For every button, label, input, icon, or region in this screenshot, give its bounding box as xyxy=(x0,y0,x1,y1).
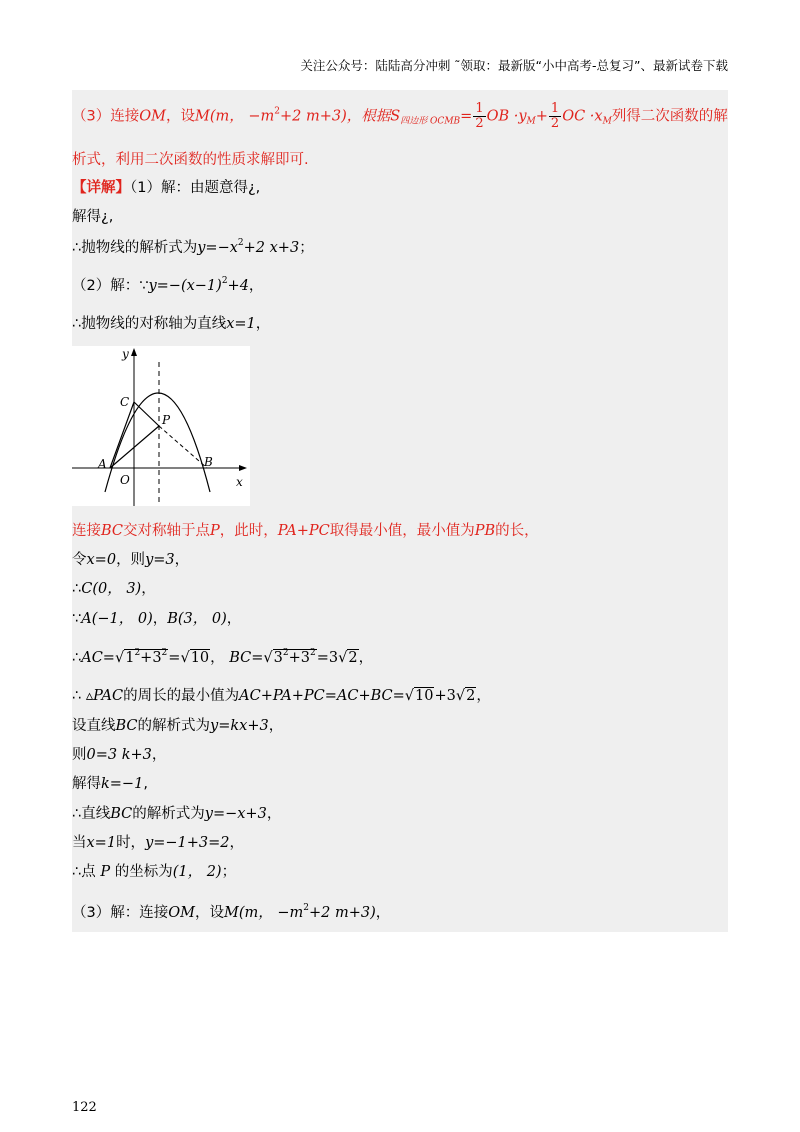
text: 令 xyxy=(72,552,87,568)
denominator: 2 xyxy=(550,116,560,131)
math: 1 xyxy=(125,650,135,666)
math: OM xyxy=(168,905,195,921)
sqrt-radicand: 2 xyxy=(466,688,476,704)
page-header: 关注公众号：陆陆高分冲刺 ˜领取：最新版“小中高考-总复习”、最新试卷下载 xyxy=(300,58,728,73)
math: OB ·y xyxy=(486,108,527,125)
sqrt-radicand: 10 xyxy=(190,650,210,666)
math: M xyxy=(194,108,210,125)
text: ， xyxy=(152,611,168,627)
math: y=−1+3=2 xyxy=(145,835,230,851)
solution-line xyxy=(72,609,241,629)
solution-line xyxy=(72,716,283,736)
segment-pb xyxy=(159,426,207,468)
text: ，则 xyxy=(116,552,146,568)
text: , xyxy=(143,776,148,792)
math: +4 xyxy=(227,278,249,294)
solution-line xyxy=(72,774,148,794)
math: +3 xyxy=(140,650,162,666)
math: BC xyxy=(115,718,138,734)
text: 的解析式为 xyxy=(132,806,205,822)
numerator: 1 xyxy=(550,101,560,116)
math: P xyxy=(210,523,220,539)
label-o: O xyxy=(120,473,130,487)
math: AC+PA+PC=AC+BC= xyxy=(239,688,405,704)
parabola-figure xyxy=(72,346,250,506)
text: 列得二次函数的解 xyxy=(611,108,728,125)
text: ， xyxy=(174,552,190,568)
text: ， xyxy=(210,650,225,666)
superscript: 2 xyxy=(237,238,244,248)
fraction xyxy=(549,102,561,131)
solution-line: $\therefore AC=√1^2+3^2=√10$， $BC=√3^2+3^2=3√2$， xyxy=(72,648,374,666)
math: OC ·x xyxy=(562,108,603,125)
label-c: C xyxy=(120,395,130,409)
superscript: 2 xyxy=(134,648,141,658)
detail-label: 【详解】 xyxy=(72,180,130,196)
solution-line xyxy=(72,804,281,824)
text: 则 xyxy=(72,747,87,763)
text: ， xyxy=(375,905,391,921)
text: 解得 xyxy=(72,776,101,792)
text: ，设 xyxy=(194,905,224,921)
math: + xyxy=(535,108,548,125)
text: 当 xyxy=(72,835,87,851)
text: ， xyxy=(358,650,374,666)
text: （3）连接 xyxy=(72,108,140,125)
text: ， xyxy=(229,835,245,851)
label-b: B xyxy=(204,455,213,469)
math: y=3 xyxy=(145,552,175,568)
text: ， xyxy=(476,688,491,704)
text: ， xyxy=(151,747,167,763)
math: (m， −m xyxy=(209,108,275,125)
sqrt-radicand: 10 xyxy=(415,688,434,704)
math: x=0 xyxy=(86,552,117,568)
math: +2 x+3 xyxy=(243,240,300,256)
solution-line xyxy=(72,579,156,599)
text: ∴ ▵ xyxy=(72,688,94,704)
text: 的解析式为 xyxy=(137,718,211,734)
math: M xyxy=(223,905,239,921)
solution-line xyxy=(72,833,244,853)
fraction xyxy=(473,102,485,131)
solution-line xyxy=(72,862,236,882)
text: ∴直线 xyxy=(72,806,111,822)
text: ， xyxy=(268,718,284,734)
solution-line xyxy=(72,745,166,765)
math: y=kx+3 xyxy=(210,718,269,734)
text: （3）解：连接 xyxy=(72,905,169,921)
math: BC xyxy=(101,523,124,539)
math: y=−x+3 xyxy=(204,806,267,822)
superscript: 2 xyxy=(221,276,228,286)
math: +3 xyxy=(288,650,311,666)
math: 0=3 k+3 xyxy=(86,747,152,763)
math: =3 xyxy=(316,650,339,666)
math: PA+PC xyxy=(277,523,330,539)
solution-line xyxy=(72,238,314,258)
subscript: 四边形 OCMB xyxy=(400,116,461,127)
text: ； xyxy=(221,864,237,880)
math: A(−1， 0) xyxy=(81,611,153,627)
text: ∴ xyxy=(72,650,82,666)
text: ， xyxy=(266,806,282,822)
text: ； xyxy=(299,240,314,256)
text: ∴点 xyxy=(72,864,101,880)
math: C(0， 3) xyxy=(81,581,142,597)
math: +2 m+3) xyxy=(308,905,376,921)
label-x: x xyxy=(236,475,243,489)
math: y=−x xyxy=(197,240,238,256)
text: ， xyxy=(255,316,271,332)
text: ，此时， xyxy=(219,523,278,539)
text: 设直线 xyxy=(72,718,116,734)
math: k=−1 xyxy=(101,776,144,792)
math: BC xyxy=(110,806,133,822)
denominator: 2 xyxy=(475,116,484,131)
math: +3 xyxy=(434,688,456,704)
math: x=1 xyxy=(226,316,256,332)
text: ， xyxy=(248,278,264,294)
math: PB xyxy=(474,523,496,539)
superscript: 2 xyxy=(310,648,316,658)
text: （1）解：由题意得¿, xyxy=(130,180,261,196)
text: 时， xyxy=(116,835,146,851)
math: 3 xyxy=(273,650,283,666)
math: x=1 xyxy=(86,835,117,851)
text: ∴ xyxy=(72,581,82,597)
superscript: 2 xyxy=(303,903,309,913)
text: 交对称轴于点 xyxy=(123,523,211,539)
text: 连接 xyxy=(72,523,101,539)
sqrt-radicand xyxy=(124,649,168,666)
label-y: y xyxy=(122,347,129,361)
numerator: 1 xyxy=(475,101,484,116)
solution-line: 解得¿, xyxy=(72,209,114,225)
math: = xyxy=(168,650,181,666)
page-number: 122 xyxy=(72,1100,97,1115)
subscript: M xyxy=(602,116,612,127)
superscript: 2 xyxy=(161,648,168,658)
math: y=−(x−1) xyxy=(148,278,222,294)
x-axis-arrow xyxy=(239,465,247,471)
text: 的长， xyxy=(495,523,539,539)
text: ∴抛物线的对称轴为直线 xyxy=(72,316,227,332)
math: (1， 2) xyxy=(172,864,222,880)
math: S xyxy=(390,108,401,125)
sqrt-radicand xyxy=(273,649,317,666)
label-p: P xyxy=(162,413,171,427)
superscript: 2 xyxy=(282,648,289,658)
text: 的坐标为 xyxy=(110,864,173,880)
text: ∵ xyxy=(72,611,82,627)
solution-line xyxy=(72,521,539,541)
superscript: 2 xyxy=(274,106,280,117)
math: = xyxy=(460,108,473,125)
text: （2）解：∵ xyxy=(72,278,149,294)
math: OM xyxy=(139,108,166,125)
math: P xyxy=(100,864,111,880)
text: ， xyxy=(141,581,156,597)
math: (m， −m xyxy=(238,905,304,921)
sqrt-radicand: 2 xyxy=(348,650,358,666)
text: ∴抛物线的解析式为 xyxy=(72,240,198,256)
text: 的周长的最小值为 xyxy=(123,688,240,704)
text: ，设 xyxy=(165,108,195,125)
detail-heading-line xyxy=(72,178,260,198)
solution-line: ∴ ▵PAC的周长的最小值为AC+PA+PC=AC+BC=√10+3√2， xyxy=(72,688,491,704)
math: B(3， 0) xyxy=(167,611,227,627)
analysis-line-3-cont: 析式，利用二次函数的性质求解即可. xyxy=(72,152,309,168)
math: PAC xyxy=(93,688,124,704)
math: AC= xyxy=(81,650,115,666)
analysis-line-3 xyxy=(72,102,728,131)
solution-line xyxy=(72,276,263,296)
parabola-diagram xyxy=(72,346,250,506)
label-a: A xyxy=(98,457,107,471)
y-axis-arrow xyxy=(131,348,137,356)
subscript: M xyxy=(526,116,536,127)
segment-cp xyxy=(134,402,159,426)
math: +2 m+3)，根据 xyxy=(279,108,391,125)
text: 取得最小值，最小值为 xyxy=(329,523,475,539)
solution-line xyxy=(72,314,270,334)
text: ， xyxy=(226,611,242,627)
solution-line xyxy=(72,903,390,923)
math: BC= xyxy=(229,650,264,666)
solution-line xyxy=(72,550,189,570)
